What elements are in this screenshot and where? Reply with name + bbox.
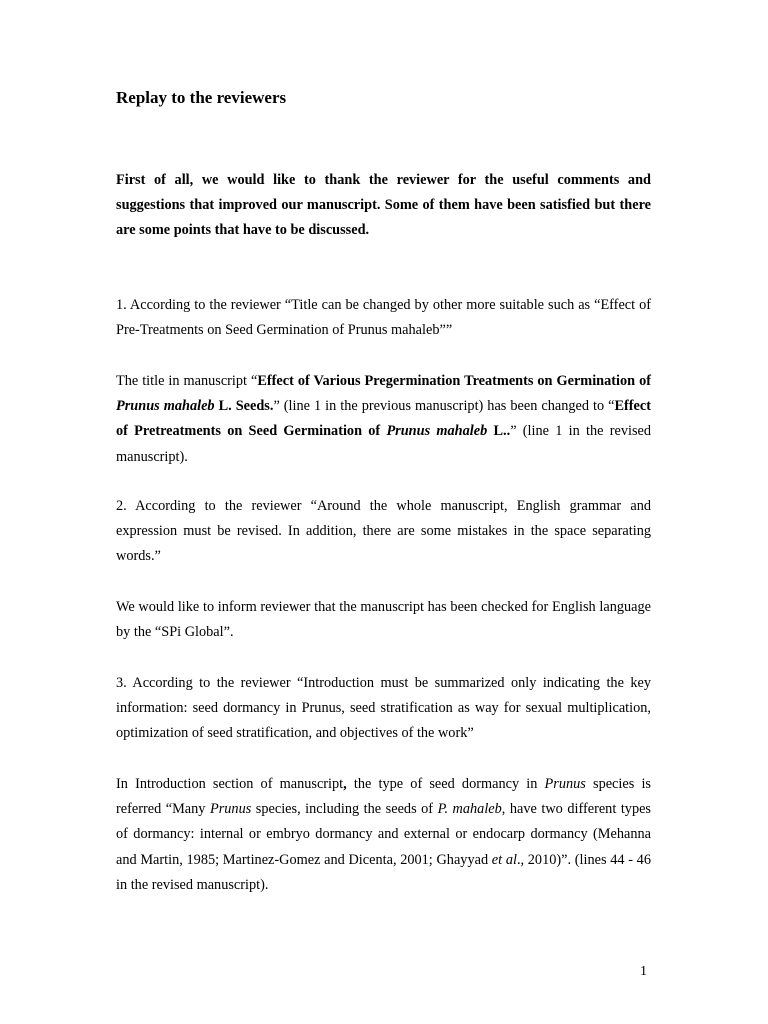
point-1-comment: 1. According to the reviewer “Title can be changed by other more suitable such as “Effect of Pre-Treatments on Seed Germination of Prunus mahaleb”” [116, 297, 651, 339]
point-3-comment: 3. According to the reviewer “Introduction must be summarized only indicating the key information: seed dormancy in Prunus, seed stratification as way for sexual multiplication, optimization of seed stratification, and objectives of the work” [116, 675, 651, 742]
old-title-end: L. Seeds. [214, 398, 274, 415]
genus-name: Prunus [544, 776, 586, 792]
species-name: P. mahaleb [437, 801, 502, 818]
point-1-reply [116, 369, 651, 470]
intro-paragraph: First of all, we would like to thank the reviewer for the useful comments and suggestions that improved our manuscript. Some of them have been satisfied but there are some points that have to be discussed. [116, 172, 651, 239]
old-title-species: Prunus mahaleb [116, 398, 215, 415]
new-title-end: L.. [487, 423, 511, 440]
reply-text: ” (line 1 in the revised manuscript). [116, 423, 652, 465]
reply-text: species, including the seeds of [251, 801, 438, 818]
page-number: 1 [640, 964, 647, 979]
genus-name: Prunus [209, 801, 252, 818]
reply-text: species is referred “Many [116, 776, 651, 818]
reply-text: ., 2010)”. (lines 44 - 46 in the revised manuscript). [116, 851, 651, 893]
new-title-text: Effect of Pretreatments on Seed Germination of [116, 398, 652, 440]
reply-text: the type of seed dormancy in [346, 776, 545, 792]
reply-text: , have two different types of dormancy: internal or embryo dormancy and external or endocarp dormancy (Mehanna and Martin, 1985; Martinez-Gomez and Dicenta, 2001; Ghayyad [116, 801, 651, 868]
point-3-reply [116, 772, 651, 898]
et-al-text: et al [491, 851, 517, 868]
document-title: Replay to the reviewers [116, 88, 287, 107]
reply-text: The title in manuscript “ [116, 373, 258, 389]
reply-text: ” (line 1 in the previous manuscript) has been changed to “ [273, 398, 615, 415]
point-2-reply: We would like to inform reviewer that the manuscript has been checked for English language by the “SPi Global”. [116, 599, 651, 641]
point-2-comment: 2. According to the reviewer “Around the whole manuscript, English grammar and expression must be revised. In addition, there are some mistakes in the space separating words.” [116, 498, 651, 565]
reply-text: In Introduction section of manuscript [116, 776, 344, 792]
old-title-text: Effect of Various Pregermination Treatments on Germination of [257, 373, 651, 389]
new-title-species: Prunus mahaleb [386, 423, 488, 440]
reply-comma: , [343, 776, 347, 792]
